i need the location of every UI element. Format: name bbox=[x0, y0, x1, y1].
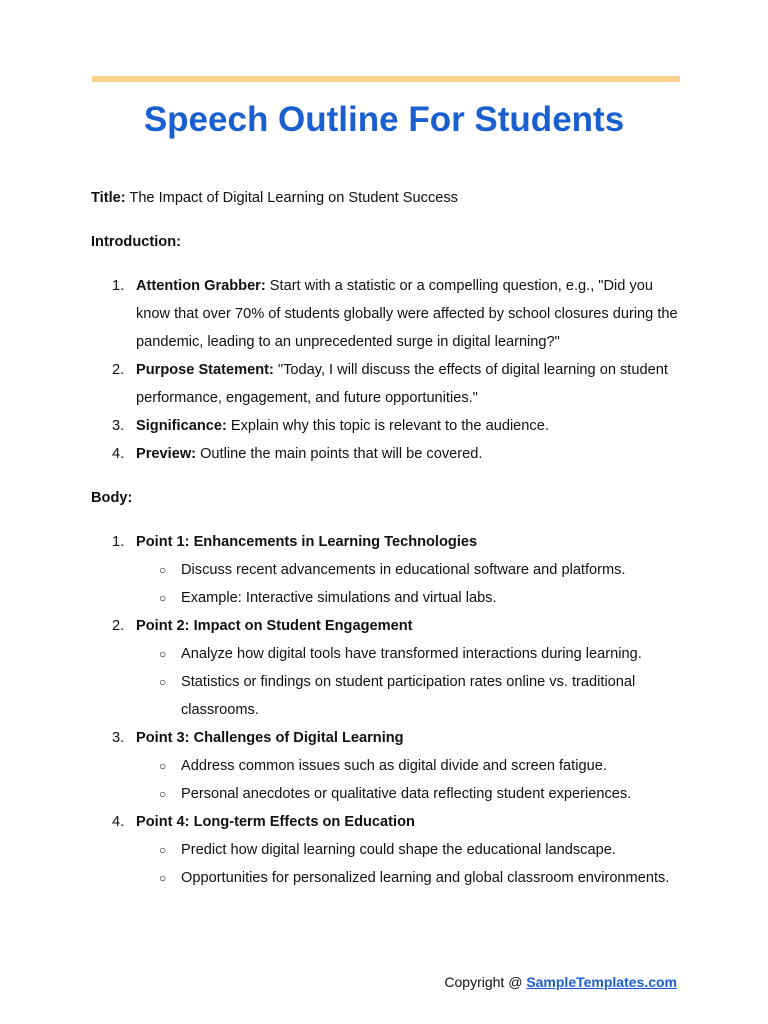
sub-list bbox=[136, 640, 681, 724]
circle-bullet-icon: ○ bbox=[159, 759, 167, 773]
sub-list-item bbox=[159, 640, 681, 668]
item-text: "Today, I will discuss the effects of digital learning on student performance, engagement, and future opportunities." bbox=[136, 362, 668, 406]
footer-copyright bbox=[444, 970, 677, 994]
list-number: 4. bbox=[112, 446, 125, 462]
sub-list-item bbox=[159, 556, 681, 584]
item-label: Preview: bbox=[136, 446, 197, 462]
sub-list-item bbox=[159, 780, 681, 808]
speech-title-value: The Impact of Digital Learning on Student Success bbox=[125, 190, 458, 206]
sampletemplates-link[interactable]: SampleTemplates.com bbox=[526, 974, 677, 990]
list-item bbox=[112, 356, 681, 412]
item-text: Start with a statistic or a compelling question, e.g., "Did you know that over 70% of students globally were affected by school closures during the pandemic, leading to an unprecedented surge in digital learning?" bbox=[136, 278, 678, 350]
circle-bullet-icon: ○ bbox=[159, 871, 167, 885]
list-number: 1. bbox=[112, 278, 125, 294]
sub-list bbox=[136, 752, 681, 808]
circle-bullet-icon: ○ bbox=[159, 591, 167, 605]
sub-item-text: Personal anecdotes or qualitative data reflecting student experiences. bbox=[181, 786, 632, 802]
sub-list-item bbox=[159, 836, 681, 864]
item-text: Explain why this topic is relevant to the audience. bbox=[226, 418, 549, 434]
sub-item-text: Opportunities for personalized learning and global classroom environments. bbox=[181, 870, 670, 886]
sub-list-item bbox=[159, 584, 681, 612]
list-number: 3. bbox=[112, 730, 125, 746]
top-accent-rule bbox=[92, 76, 680, 82]
sub-item-text: Discuss recent advancements in educational software and platforms. bbox=[181, 562, 626, 578]
introduction-list bbox=[91, 272, 681, 468]
circle-bullet-icon: ○ bbox=[159, 563, 167, 577]
circle-bullet-icon: ○ bbox=[159, 675, 167, 689]
introduction-heading: Introduction: bbox=[91, 234, 181, 250]
item-label: Attention Grabber: bbox=[136, 278, 266, 294]
list-number: 2. bbox=[112, 618, 125, 634]
document-body bbox=[91, 184, 681, 892]
list-number: 3. bbox=[112, 418, 125, 434]
page-title: Speech Outline For Students bbox=[143, 100, 625, 139]
body-heading: Body: bbox=[91, 490, 133, 506]
sub-list bbox=[136, 556, 681, 612]
circle-bullet-icon: ○ bbox=[159, 647, 167, 661]
point-label: Point 1: Enhancements in Learning Technologies bbox=[136, 534, 478, 550]
circle-bullet-icon: ○ bbox=[159, 843, 167, 857]
sub-list-item bbox=[159, 668, 681, 724]
sub-item-text: Example: Interactive simulations and virtual labs. bbox=[181, 590, 497, 606]
speech-title-label: Title: bbox=[91, 190, 126, 206]
item-label: Significance: bbox=[136, 418, 227, 434]
sub-item-text: Analyze how digital tools have transformed interactions during learning. bbox=[181, 646, 642, 662]
list-item bbox=[112, 528, 681, 612]
list-item bbox=[112, 724, 681, 808]
list-item bbox=[112, 808, 681, 892]
point-label: Point 4: Long-term Effects on Education bbox=[136, 814, 415, 830]
list-number: 4. bbox=[112, 814, 125, 830]
list-number: 2. bbox=[112, 362, 125, 378]
sub-list bbox=[136, 836, 681, 892]
list-number: 1. bbox=[112, 534, 125, 550]
sub-list-item bbox=[159, 752, 681, 780]
circle-bullet-icon: ○ bbox=[159, 787, 167, 801]
copyright-text: Copyright @ bbox=[444, 974, 527, 990]
point-label: Point 2: Impact on Student Engagement bbox=[136, 618, 413, 634]
sub-item-text: Predict how digital learning could shape the educational landscape. bbox=[181, 842, 616, 858]
list-item bbox=[112, 612, 681, 724]
sub-item-text: Statistics or findings on student participation rates online vs. traditional classrooms. bbox=[181, 674, 636, 718]
point-label: Point 3: Challenges of Digital Learning bbox=[136, 730, 404, 746]
item-text: Outline the main points that will be covered. bbox=[196, 446, 483, 462]
item-label: Purpose Statement: bbox=[136, 362, 274, 378]
list-item bbox=[112, 412, 681, 440]
speech-title-line bbox=[91, 184, 681, 212]
list-item bbox=[112, 272, 681, 356]
sub-item-text: Address common issues such as digital divide and screen fatigue. bbox=[181, 758, 607, 774]
body-list bbox=[91, 528, 681, 892]
sub-list-item bbox=[159, 864, 681, 892]
list-item bbox=[112, 440, 681, 468]
